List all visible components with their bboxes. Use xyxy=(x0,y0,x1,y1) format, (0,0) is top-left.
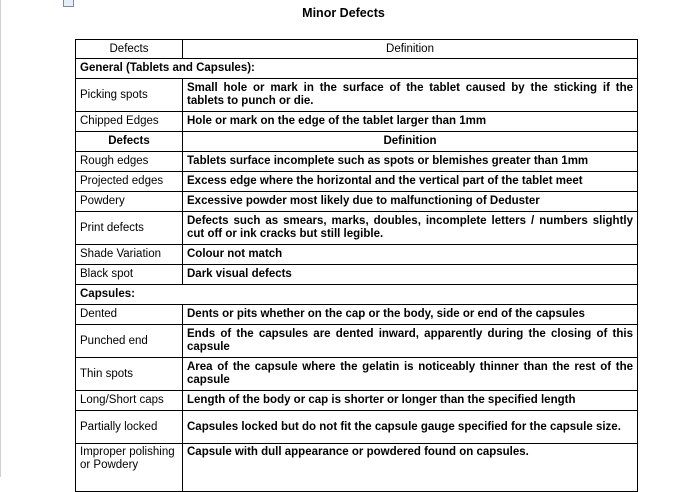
table-row xyxy=(76,265,638,285)
table-row xyxy=(76,391,638,411)
defect-name: Chipped Edges xyxy=(76,112,183,132)
defect-definition: Length of the body or cap is shorter or longer than the specified length xyxy=(183,391,638,411)
page-edge xyxy=(0,0,1,477)
defect-definition: Hole or mark on the edge of the tablet larger than 1mm xyxy=(183,112,638,132)
defect-name: Powdery xyxy=(76,192,183,212)
table-row xyxy=(76,79,638,112)
table-row xyxy=(76,245,638,265)
defect-name: Projected edges xyxy=(76,172,183,192)
section-row xyxy=(76,59,638,79)
defect-name: Thin spots xyxy=(76,358,183,391)
section-capsules: Capsules: xyxy=(76,285,638,305)
defect-definition: Capsules locked but do not fit the capsule gauge specified for the capsule size. xyxy=(183,411,638,444)
defect-definition: Excessive powder most likely due to malfunctioning of Deduster xyxy=(183,192,638,212)
defect-definition: Dents or pits whether on the cap or the body, side or end of the capsules xyxy=(183,305,638,325)
defect-name: Picking spots xyxy=(76,79,183,112)
defect-name: Dented xyxy=(76,305,183,325)
defect-definition: Small hole or mark in the surface of the tablet caused by the sticking if the tablets to punch or die. xyxy=(183,79,638,112)
header-defects: Defects xyxy=(76,40,183,59)
table-row xyxy=(76,192,638,212)
defect-definition: Tablets surface incomplete such as spots or blemishes greater than 1mm xyxy=(183,152,638,172)
defect-definition: Defects such as smears, marks, doubles, incomplete letters / numbers slightly cut off or ink cracks but still legible. xyxy=(183,212,638,245)
defect-name: Rough edges xyxy=(76,152,183,172)
section-row xyxy=(76,285,638,305)
defect-definition: Excess edge where the horizontal and the vertical part of the tablet meet xyxy=(183,172,638,192)
table-row xyxy=(76,172,638,192)
defect-definition: Capsule with dull appearance or powdered found on capsules. xyxy=(183,444,638,492)
defect-definition: Dark visual defects xyxy=(183,265,638,285)
defect-definition: Area of the capsule where the gelatin is noticeably thinner than the rest of the capsule xyxy=(183,358,638,391)
defect-name: Punched end xyxy=(76,325,183,358)
minor-defects-table xyxy=(75,39,638,492)
table-row xyxy=(76,325,638,358)
defect-name: Black spot xyxy=(76,265,183,285)
table-row xyxy=(76,112,638,132)
page-title: Minor Defects xyxy=(302,6,385,20)
defect-name: Improper polishing or Powdery xyxy=(76,444,183,492)
header-definition: Definition xyxy=(183,40,638,59)
table-row xyxy=(76,358,638,391)
table-header-row xyxy=(76,40,638,59)
defect-name: Print defects xyxy=(76,212,183,245)
defect-name: Shade Variation xyxy=(76,245,183,265)
defect-name: Partially locked xyxy=(76,411,183,444)
table-row xyxy=(76,305,638,325)
subheader-defects: Defects xyxy=(76,132,183,152)
table-row xyxy=(76,152,638,172)
subheader-definition: Definition xyxy=(183,132,638,152)
defect-definition: Colour not match xyxy=(183,245,638,265)
defect-name: Long/Short caps xyxy=(76,391,183,411)
table-subheader-row xyxy=(76,132,638,152)
defect-definition: Ends of the capsules are dented inward, apparently during the closing of this capsule xyxy=(183,325,638,358)
table-row xyxy=(76,212,638,245)
section-general: General (Tablets and Capsules): xyxy=(76,59,638,79)
table-row xyxy=(76,411,638,444)
table-row xyxy=(76,444,638,492)
